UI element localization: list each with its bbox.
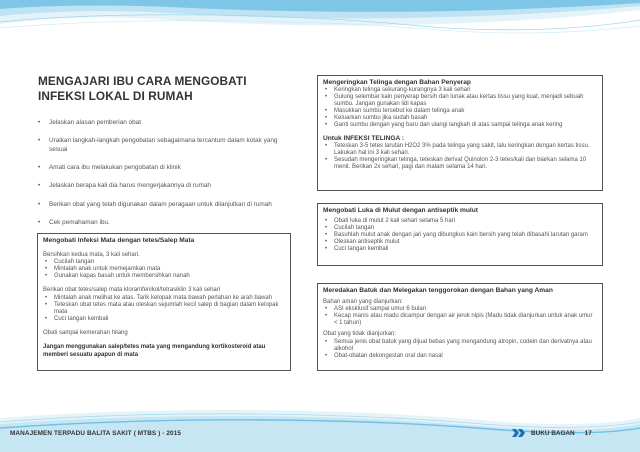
page-title: MENGAJARI IBU CARA MENGOBATI INFEKSI LOKAL DI RUMAH (38, 74, 247, 103)
top-wave-decoration (0, 0, 640, 40)
ear-box-heading: Mengeringkan Telinga dengan Bahan Penyerap (323, 79, 471, 86)
bottom-wave-decoration (0, 404, 640, 452)
list-item: • Cuci tangan kembali (43, 316, 285, 323)
list-item: • Cuci tangan kembali (323, 246, 597, 253)
list-item: • Cek pemahaman ibu. (38, 219, 296, 227)
cough-box-intro: Bahan aman yang dianjurkan: (323, 299, 403, 305)
cough-box-heading: Meredakan Batuk dan Melegakan tenggorokan dengan Bahan yang Aman (323, 287, 553, 294)
list-item: • Obat-obatan dekongestan oral dan nasal (323, 353, 597, 360)
intro-bullet-list (38, 119, 296, 227)
list-item: • Mintalah anak untuk memejamkan mata (43, 266, 285, 273)
ear-drying-box (317, 75, 603, 191)
list-item: • Gunakan kapas basah untuk membersihkan nanah (43, 273, 285, 280)
footer-chevron-icon (512, 429, 527, 437)
list-item: • Oleskan antiseptik mulut (323, 239, 597, 246)
list-item: • Keringkan telinga sekurang-kurangnya 3 kali sehari (323, 87, 597, 94)
list-item: • Kecap manis atau madu dicampur dengan air jeruk nipis (Madu tidak dianjurkan untuk anak umur < 1 tahun) (323, 313, 597, 327)
mouth-treatment-box (317, 203, 603, 266)
eye-steps-list (43, 259, 285, 280)
list-item: • Amati cara ibu melakukan pengobatan di klinik (38, 164, 296, 172)
list-item: • ASI eksklusif sampai umur 6 bulan (323, 306, 597, 313)
list-item: • Mintalah anak melihat ke atas. Tarik kelopak mata bawah perlahan ke arah bawah (43, 295, 285, 302)
mouth-steps-list (323, 218, 597, 253)
ear-steps-list (323, 87, 597, 130)
cough-relief-box (317, 283, 603, 371)
list-item: • Berikan obat yang telah digunakan dalam peragaan untuk dilanjutkan di rumah (38, 201, 296, 209)
footer-book-label (531, 430, 592, 437)
list-item: • Semua jenis obat batuk yang dijual bebas yang mengandung atropin, codein dan derivatnya atau alkohol (323, 339, 597, 353)
ear-infection-subheading: Untuk INFEKSI TELINGA : (323, 134, 405, 142)
eye-box-note: Obati sampai kemerahan hilang (43, 330, 128, 337)
list-item: • Obati luka di mulut 2 kali sehari selama 5 hari (323, 218, 597, 225)
eye-treatment-box (37, 233, 291, 371)
cough-safe-list (323, 306, 597, 327)
list-item: • Sesudah mengeringkan telinga, teteskan derivat Quinolon 2-3 tetes/kali dan biarkan selama 10 menit. Berikan 2x sehari, pagi dan malam selama 14 hari. (323, 157, 597, 171)
list-item: • Ganti sumbu dengan yang baru dan ulangi langkah di atas sampai telinga anak kering (323, 122, 597, 129)
list-item: • Jelaskan alasan pemberian obat (38, 119, 296, 127)
list-item: • Cucilah tangan (323, 225, 597, 232)
list-item: • Uraikan langkah-langkah pengobatan sebagaimana tercantum dalam kotak yang sesuai (38, 137, 296, 153)
eye-box-intro-2: Berikan obat tetes/salep mata kloramfenikol/tetrasiklin 3 kali sehari (43, 287, 221, 294)
cough-box-intro-2: Obat yang tidak dianjurkan: (323, 331, 397, 338)
footer-page-number: 17 (584, 430, 592, 437)
eye-steps-list-2 (43, 295, 285, 323)
list-item: • Jelaskan berapa kali dia harus mengerjakannya di rumah (38, 182, 296, 190)
list-item: • Teteskan obat tetes mata atau oleskan sejumlah kecil salep di bagian dalam kelopak mata (43, 302, 285, 316)
eye-box-warning: Jangan menggunakan salep/tetes mata yang mengandung kortikosteroid atau memberi sesuatu apapun di mata (43, 344, 266, 358)
eye-box-intro: Bersihkan kedua mata, 3 kali sehari. (43, 252, 140, 258)
list-item: • Teteskan 3-5 tetes larutan H2O2 3% pada telinga yang sakit, lalu keringkan dengan kertas tissu. Lakukan hal ini 3 kali sehari. (323, 143, 597, 157)
list-item: • Gulung selembar kain penyerap bersih dan lunak atau kertas tissu yang kuat, menjadi sebuah sumbu. Jangan gunakan lidi kapas (323, 94, 597, 108)
mouth-box-heading: Mengobati Luka di Mulut dengan antiseptik mulut (323, 207, 478, 214)
cough-unsafe-list (323, 339, 597, 360)
list-item: • Basuhlah mulut anak dengan jari yang dibungkus kain bersih yang telah dibasahi larutan garam (323, 232, 597, 239)
list-item: • Cucilah tangan (43, 259, 285, 266)
ear-infection-list (323, 143, 597, 171)
eye-box-heading: Mengobati Infeksi Mata dengan tetes/Salep Mata (43, 237, 195, 244)
list-item: • Masukkan sumbu tersebut ke dalam telinga anak (323, 108, 597, 115)
left-column (38, 74, 296, 238)
footer-document-title: MANAJEMEN TERPADU BALITA SAKIT ( MTBS ) - 2015 (10, 430, 181, 437)
footer-book-name: BUKU BAGAN (531, 430, 575, 437)
list-item: • Keluarkan sumbu jika sudah basah (323, 115, 597, 122)
